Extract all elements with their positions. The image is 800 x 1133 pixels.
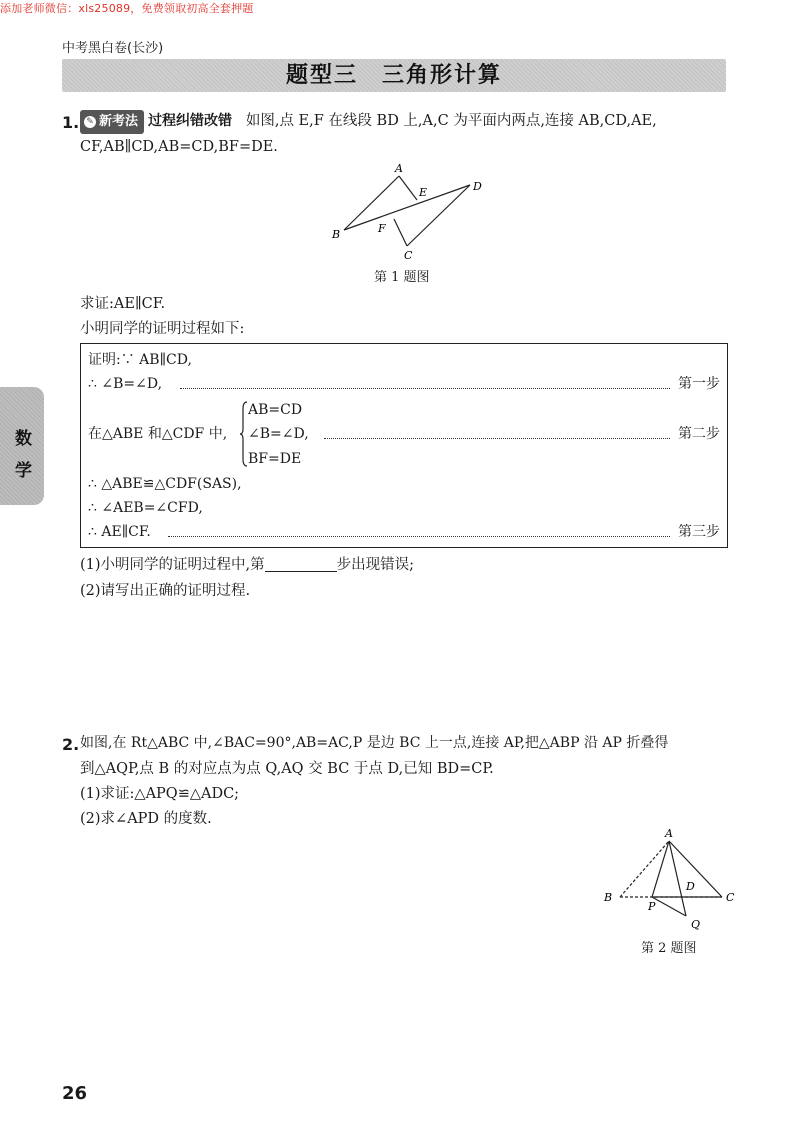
page-number: 26 bbox=[62, 1083, 88, 1104]
proof-line-6: ∴ AE∥CF. bbox=[88, 524, 151, 540]
left-brace-icon bbox=[240, 401, 248, 467]
fig1-label-a: A bbox=[395, 162, 403, 175]
fig2-label-c: C bbox=[726, 891, 735, 904]
question-1-stem-line-2: CF,AB∥CD,AB=CD,BF=DE. bbox=[80, 139, 278, 155]
question-1-stem-line-1 bbox=[80, 110, 657, 134]
proof-line-1: 证明:∵ AB∥CD, bbox=[88, 352, 192, 368]
fig1-label-f: F bbox=[378, 222, 386, 235]
fig1-label-b: B bbox=[332, 228, 341, 241]
system-eq-3: BF=DE bbox=[248, 451, 302, 467]
answer-blank[interactable] bbox=[265, 557, 337, 572]
figure-2-diagram bbox=[596, 824, 746, 936]
fig2-label-q: Q bbox=[691, 918, 701, 931]
figure-1-caption: 第 1 题图 bbox=[374, 270, 430, 285]
fig2-label-d: D bbox=[686, 880, 695, 893]
fig2-label-a: A bbox=[665, 827, 673, 840]
step-3-label: 第三步 bbox=[678, 524, 720, 540]
step-2-label: 第二步 bbox=[678, 426, 720, 442]
figure-1-diagram bbox=[320, 158, 490, 266]
fig2-label-b: B bbox=[604, 891, 613, 904]
question-type-label: 过程纠错改错 bbox=[148, 113, 233, 129]
side-tab-char-2: 学 bbox=[15, 461, 32, 481]
proof-line-2: ∴ ∠B=∠D, bbox=[88, 376, 163, 392]
system-eq-1: AB=CD bbox=[248, 402, 303, 418]
system-eq-2: ∠B=∠D, bbox=[248, 426, 309, 442]
pencil-icon: ✎ bbox=[84, 116, 96, 128]
figure-2-caption: 第 2 题图 bbox=[641, 941, 697, 956]
prove-statement: 求证:AE∥CF. bbox=[80, 296, 166, 312]
fig1-label-d: D bbox=[473, 180, 482, 193]
question-2-stem-line-1: 如图,在 Rt△ABC 中,∠BAC=90°,AB=AC,P 是边 BC 上一点,连接 AP,把△ABP 沿 AP 折叠得 bbox=[80, 735, 669, 751]
question-1-sub-2: (2)请写出正确的证明过程. bbox=[80, 583, 251, 599]
question-2-sub-1: (1)求证:△APQ≌△ADC; bbox=[80, 786, 240, 802]
fig2-label-p: P bbox=[648, 900, 656, 913]
leader-dots-3 bbox=[168, 536, 670, 537]
question-2-sub-2: (2)求∠APD 的度数. bbox=[80, 811, 212, 827]
proof-line-3: 在△ABE 和△CDF 中, bbox=[88, 426, 228, 442]
question-1-sub-1: (1)小明同学的证明过程中,第 步出现错误; bbox=[80, 557, 415, 573]
stem-text: 如图,点 E,F 在线段 BD 上,A,C 为平面内两点,连接 AB,CD,AE, bbox=[245, 113, 657, 129]
leader-dots-1 bbox=[180, 388, 670, 389]
fig1-label-e: E bbox=[419, 186, 428, 199]
proof-line-5: ∴ ∠AEB=∠CFD, bbox=[88, 500, 203, 516]
proof-line-4: ∴ △ABE≌△CDF(SAS), bbox=[88, 476, 242, 492]
watermark-text: 添加老师微信：xls25089，免费领取初高全套押题 bbox=[0, 2, 254, 15]
proof-intro: 小明同学的证明过程如下: bbox=[80, 321, 245, 337]
series-title: 中考黑白卷(长沙) bbox=[62, 41, 164, 56]
question-1-number: 1. bbox=[62, 113, 80, 132]
side-tab-char-1: 数 bbox=[15, 429, 32, 449]
section-title: 题型三 三角形计算 bbox=[285, 63, 502, 88]
step-1-label: 第一步 bbox=[678, 376, 720, 392]
leader-dots-2 bbox=[324, 438, 670, 439]
fig1-label-c: C bbox=[404, 249, 413, 262]
question-2-number: 2. bbox=[62, 735, 80, 754]
question-2-stem-line-2: 到△AQP,点 B 的对应点为点 Q,AQ 交 BC 于点 D,已知 BD=CP. bbox=[80, 761, 494, 777]
new-method-tag: ✎ 新考法 bbox=[80, 110, 144, 134]
